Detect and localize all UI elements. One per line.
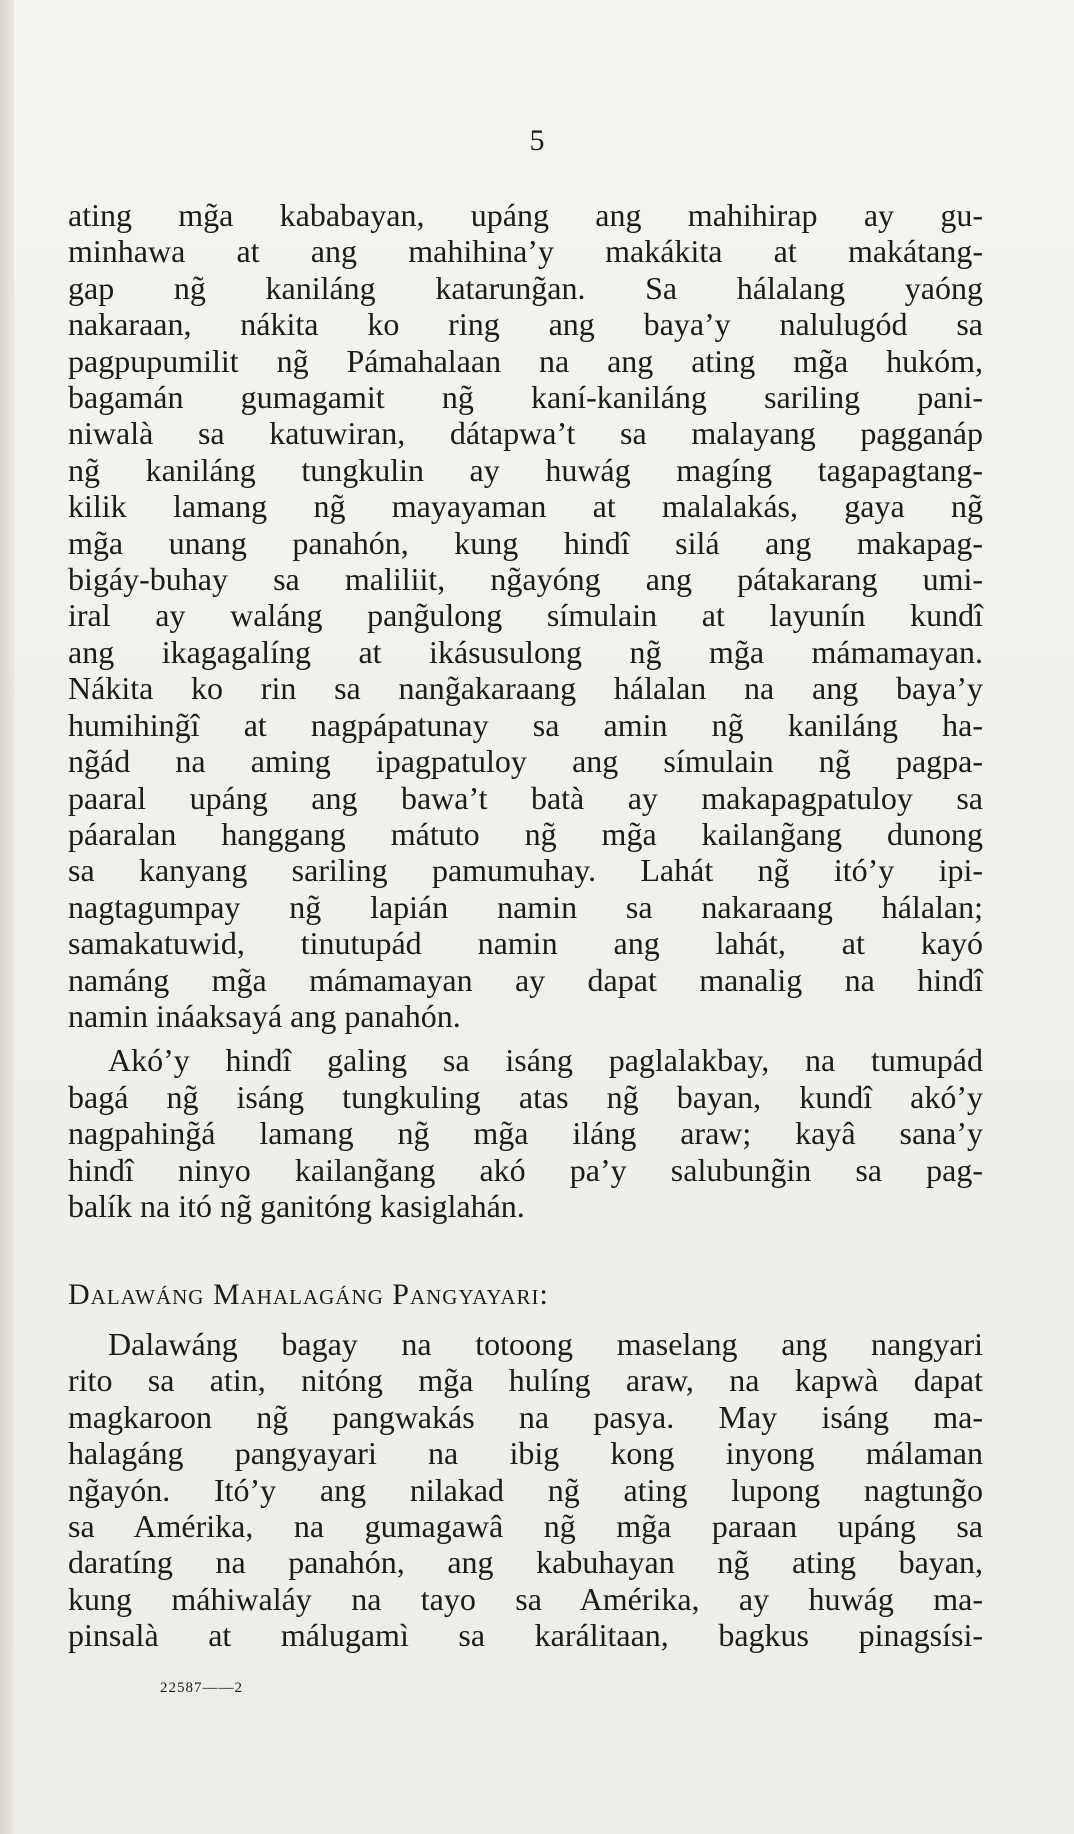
text-line: kung máhiwaláy na tayo sa Amérika, ay huwág ma-	[68, 1580, 983, 1617]
text-line: minhawa at ang mahihina’y makákita at makátang-	[68, 233, 983, 270]
text-line: ang ikagagalíng at ikásusulong ng̃ mg̃a mámamayan.	[68, 633, 983, 670]
text-line: pagpupumilit ng̃ Pámahalaan na ang ating mg̃a hukóm,	[68, 342, 983, 379]
text-line: gap ng̃ kaniláng katarung̃an. Sa hálalang yaóng	[68, 269, 983, 306]
text-line: sa Amérika, na gumagawâ ng̃ mg̃a paraan upáng sa	[68, 1508, 983, 1545]
text-line: iral ay waláng pang̃ulong símulain at layunín kundî	[68, 597, 983, 634]
text-line: kilik lamang ng̃ mayayaman at malalakás, gaya ng̃	[68, 488, 983, 525]
text-line: Akó’y hindî galing sa isáng paglalakbay, na tumupád	[108, 1042, 983, 1079]
page-number: 5	[529, 124, 545, 157]
text-line: niwalà sa katuwiran, dátapwa’t sa malayang pagganáp	[68, 415, 983, 452]
text-line: namin ináaksayá ang panahón.	[68, 997, 461, 1034]
text-line: daratíng na panahón, ang kabuhayan ng̃ ating bayan,	[68, 1544, 983, 1581]
text-line: halagáng pangyayari na ibig kong inyong málaman	[68, 1435, 983, 1472]
text-line: namáng mg̃a mámamayan ay dapat manalig na hindî	[68, 961, 983, 998]
text-line: ating mg̃a kababayan, upáng ang mahihirap ay gu-	[68, 197, 983, 233]
text-line: pinsalà at málugamì sa karálitaan, bagkus pinagsísi-	[68, 1617, 983, 1654]
text-line: nagtagumpay ng̃ lapián namin sa nakaraang hálalan;	[68, 888, 983, 925]
text-line: ng̃ayón. Itó’y ang nilakad ng̃ ating lupong nagtung̃o	[68, 1471, 983, 1508]
text-line: paaral upáng ang bawa’t batà ay makapagpatuloy sa	[68, 779, 983, 816]
text-line: sa kanyang sariling pamumuhay. Lahát ng̃ itó’y ipi-	[68, 852, 983, 889]
text-line: Nákita ko rin sa nang̃akaraang hálalan na ang baya’y	[68, 670, 983, 707]
text-line: samakatuwid, tinutupád namin ang lahát, at kayó	[68, 925, 983, 962]
text-line: hindî ninyo kailang̃ang akó pa’y salubung̃in sa pag-	[68, 1151, 983, 1188]
text-line: magkaroon ng̃ pangwakás na pasya. May isáng ma-	[68, 1398, 983, 1435]
paragraph-1	[68, 197, 983, 1034]
text-line: ng̃ kaniláng tungkulin ay huwág magíng tagapagtang-	[68, 451, 983, 488]
text-line: rito sa atin, nitóng mg̃a hulíng araw, na kapwà dapat	[68, 1362, 983, 1399]
paragraph-2	[68, 1042, 983, 1224]
text-line: ng̃ád na aming ipagpatuloy ang símulain ng̃ pagpa-	[68, 743, 983, 780]
text-line: bagá ng̃ isáng tungkuling atas ng̃ bayan, kundî akó’y	[68, 1078, 983, 1115]
text-line: humihing̃î at nagpápatunay sa amin ng̃ kaniláng ha-	[68, 706, 983, 743]
section-heading: Dalawáng Mahalagáng Pangyayari:	[68, 1278, 549, 1311]
body-text-block-2	[68, 1326, 983, 1654]
text-line: nakaraan, nákita ko ring ang baya’y nalulugód sa	[68, 306, 983, 343]
text-line: mg̃a unang panahón, kung hindî silá ang makapag-	[68, 524, 983, 561]
printer-signature-code: 22587——2	[160, 1680, 243, 1696]
page-binding-edge	[0, 0, 14, 1834]
body-text-block-1	[68, 197, 983, 1224]
text-line: Dalawáng bagay na totoong maselang ang nangyari	[108, 1326, 983, 1362]
text-line: bigáy-buhay sa maliliit, ng̃ayóng ang pátakarang umi-	[68, 561, 983, 598]
text-line: balík na itó ng̃ ganitóng kasiglahán.	[68, 1187, 525, 1224]
text-line: nagpahing̃á lamang ng̃ mg̃a iláng araw; kayâ sana’y	[68, 1115, 983, 1152]
text-line: bagamán gumagamit ng̃ kaní-kaniláng sariling pani-	[68, 379, 983, 416]
text-line: páaralan hanggang mátuto ng̃ mg̃a kailang̃ang dunong	[68, 815, 983, 852]
paragraph-3	[68, 1326, 983, 1654]
